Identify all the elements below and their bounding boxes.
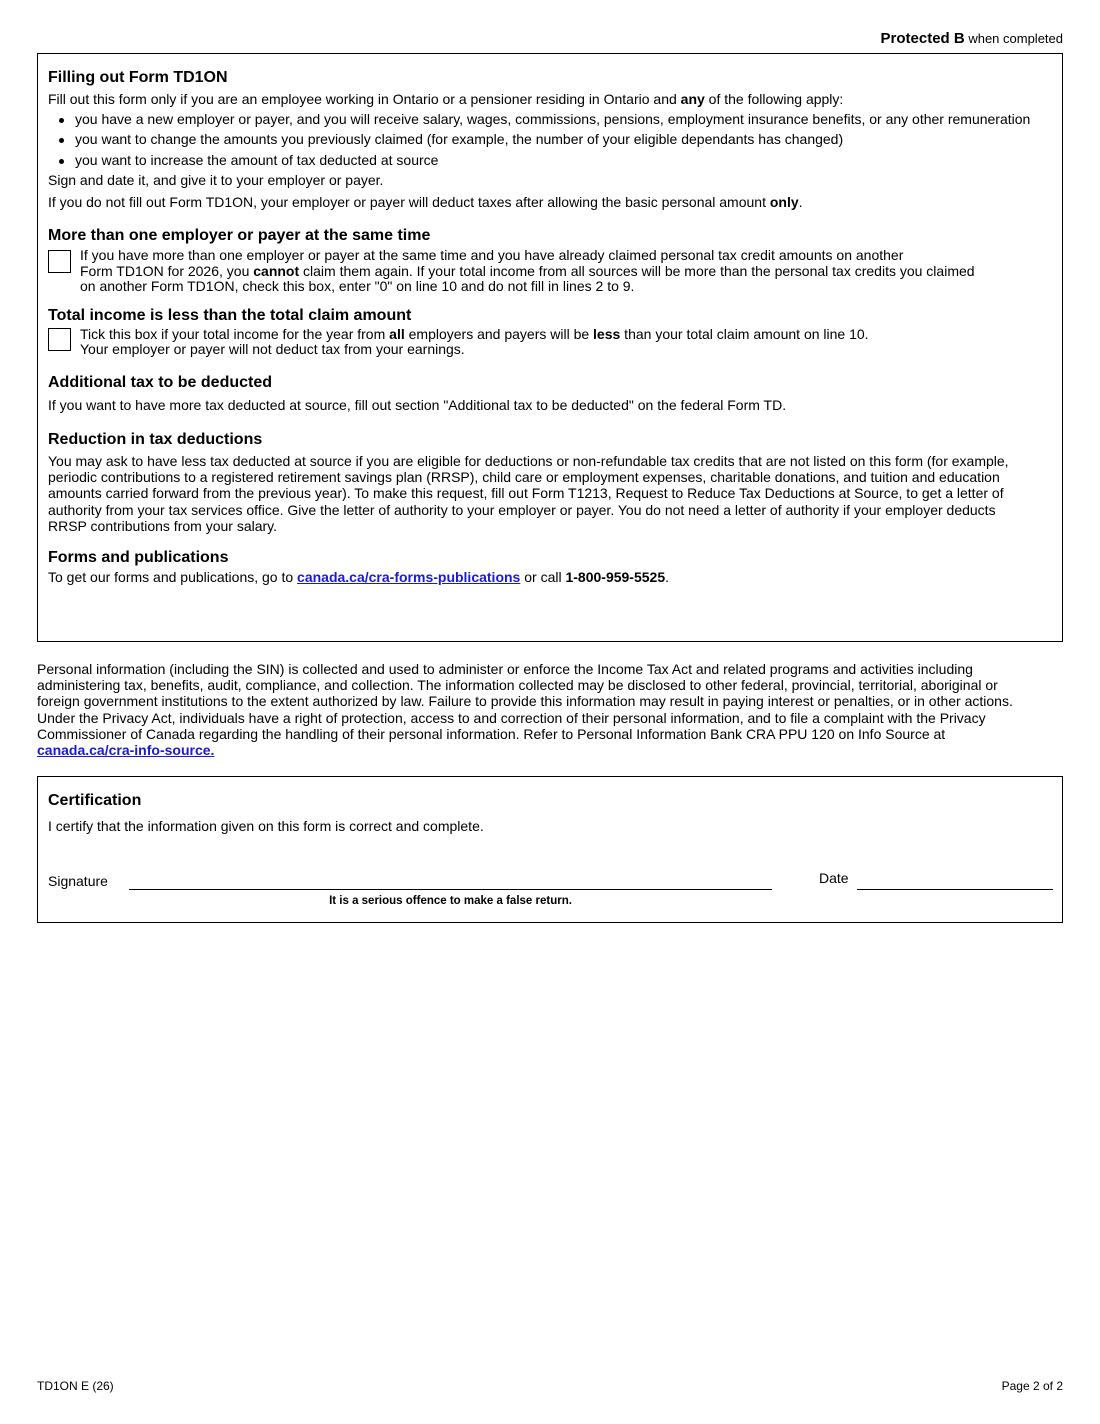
certification-text: I certify that the information given on this form is correct and complete. [48, 818, 484, 834]
filling-intro [48, 91, 1052, 108]
basic-amount-text-end: . [798, 193, 803, 210]
filling-intro-bold: any [680, 91, 705, 107]
total-income-line-1-end: than your total claim amount on line 10. [620, 325, 869, 342]
multiple-line-2: Form TD1ON for 2026, you [80, 262, 254, 279]
reduction-text [48, 453, 1052, 534]
forms-text: To get our forms and publications, go to [48, 569, 298, 586]
total-income-text [80, 327, 1052, 358]
multiple-line-2-bold: cannot [253, 262, 300, 279]
total-income-line-2: Your employer or payer will not deduct tax from your earnings. [80, 341, 465, 357]
certification-title: Certification [48, 792, 142, 809]
form-identifier: TD1ON E (26) [37, 1379, 114, 1393]
forms-publications-link[interactable]: canada.ca/cra-forms-publications [297, 569, 521, 586]
reduction-title: Reduction in tax deductions [48, 431, 263, 448]
info-source-link[interactable]: canada.ca/cra-info-source [37, 742, 211, 759]
basic-amount-note [48, 194, 1052, 211]
additional-tax-title: Additional tax to be deducted [48, 373, 273, 391]
signature-field[interactable] [129, 889, 772, 890]
multiple-employers-text [80, 248, 1052, 295]
bullet-icon [59, 118, 64, 123]
privacy-line: Under the Privacy Act, individuals have a right of protection, access to and correction of their personal information, and to file a complaint with the Privacy [37, 709, 986, 726]
reduction-line: authority from your tax services office. Give the letter of authority to your employer or payer. You do not need a letter of authority if your employer deducts [48, 501, 996, 518]
forms-text-end: . [665, 569, 669, 586]
signature-label: Signature [48, 873, 108, 889]
info-source-period: . [210, 742, 215, 759]
bullet-icon [59, 138, 64, 143]
instructions-box [37, 53, 1063, 642]
bullet-text: you want to increase the amount of tax deducted at source [75, 151, 439, 168]
forms-publications-title: Forms and publications [48, 549, 229, 567]
privacy-line: foreign government institutions to the extent authorized by law. Failure to provide this information may result in paying interest or penalties, or in other actions. [37, 693, 1013, 710]
multiple-employers-checkbox[interactable] [48, 250, 71, 273]
total-income-bold-less: less [593, 325, 621, 342]
privacy-notice [37, 661, 1063, 758]
multiple-line-3: on another Form TD1ON, check this box, enter "0" on line 10 and do not fill in lines 2 to 9. [80, 278, 635, 294]
basic-amount-text: If you do not fill out Form TD1ON, your employer or payer will deduct taxes after allowing the basic personal amount [48, 193, 770, 210]
false-return-warning: It is a serious offence to make a false return. [329, 895, 572, 907]
bullet-icon [59, 159, 64, 164]
multiple-line-2-end: claim them again. If your total income from all sources will be more than the personal tax credits you claimed [299, 262, 975, 279]
date-field[interactable] [857, 889, 1053, 890]
reduction-line: RRSP contributions from your salary. [48, 517, 278, 534]
protected-b-label: Protected B [880, 30, 965, 47]
list-item [48, 131, 1052, 148]
date-label: Date [819, 870, 849, 886]
total-income-row [48, 327, 1052, 358]
privacy-line: administering tax, benefits, audit, compliance, and collection. The information collected may be disclosed to other federal, provincial, territorial, aboriginal or [37, 677, 998, 694]
forms-text-mid: or call [520, 569, 566, 586]
bullet-text: you want to change the amounts you previously claimed (for example, the number of your eligible dependants has changed) [75, 131, 844, 147]
additional-tax-text: If you want to have more tax deducted at source, fill out section "Additional tax to be deducted" on the federal Form TD. [48, 396, 787, 413]
multiple-employers-row [48, 248, 1052, 295]
certification-box [37, 776, 1063, 923]
filling-intro-text: Fill out this form only if you are an employee working in Ontario or a pensioner residing in Ontario and [48, 91, 681, 107]
protected-b-suffix: when completed [964, 31, 1063, 46]
total-income-bold-all: all [389, 325, 405, 342]
forms-publications-text [48, 569, 1052, 586]
bullet-text: you have a new employer or payer, and you will receive salary, wages, commissions, pensions, employment insurance benefits, or any other remuneration [75, 110, 1031, 127]
list-item [48, 152, 1052, 169]
page-number: Page 2 of 2 [1001, 1379, 1063, 1393]
privacy-line: Personal information (including the SIN) is collected and used to administer or enforce the Income Tax Act and related programs and activities including [37, 661, 973, 677]
protected-b-notice [881, 31, 1063, 47]
filling-bullet-list [48, 111, 1052, 169]
reduction-line: amounts carried forward from the previous year). To make this request, fill out Form T1213, Request to Reduce Tax Deductions at Source, to get a letter of [48, 485, 1004, 502]
privacy-line: Commissioner of Canada regarding the handling of their personal information. Refer to Personal Information Bank CRA PPU 120 on Info Source at [37, 725, 946, 742]
reduction-line: You may ask to have less tax deducted at source if you are eligible for deductions or non-refundable tax credits that are not listed on this form (for example, [48, 453, 1009, 469]
basic-amount-bold: only [769, 193, 799, 210]
reduction-line: periodic contributions to a registered retirement savings plan (RRSP), child care or employment expenses, charitable donations, and tuition and education [48, 469, 1000, 486]
multiple-line-1: If you have more than one employer or payer at the same time and you have already claimed personal tax credit amounts on another [80, 247, 904, 263]
total-income-line-1-mid: employers and payers will be [404, 325, 594, 342]
sign-instruction: Sign and date it, and give it to your employer or payer. [48, 172, 384, 188]
total-income-line-1: Tick this box if your total income for the year from [80, 325, 390, 342]
phone-number: 1-800-959-5525 [565, 569, 666, 586]
total-income-checkbox[interactable] [48, 328, 71, 351]
filling-out-title: Filling out Form TD1ON [48, 69, 228, 86]
multiple-employers-title: More than one employer or payer at the same time [48, 227, 431, 244]
list-item [48, 111, 1052, 128]
filling-intro-text-end: of the following apply: [704, 91, 844, 107]
total-income-title: Total income is less than the total claim amount [48, 306, 412, 324]
